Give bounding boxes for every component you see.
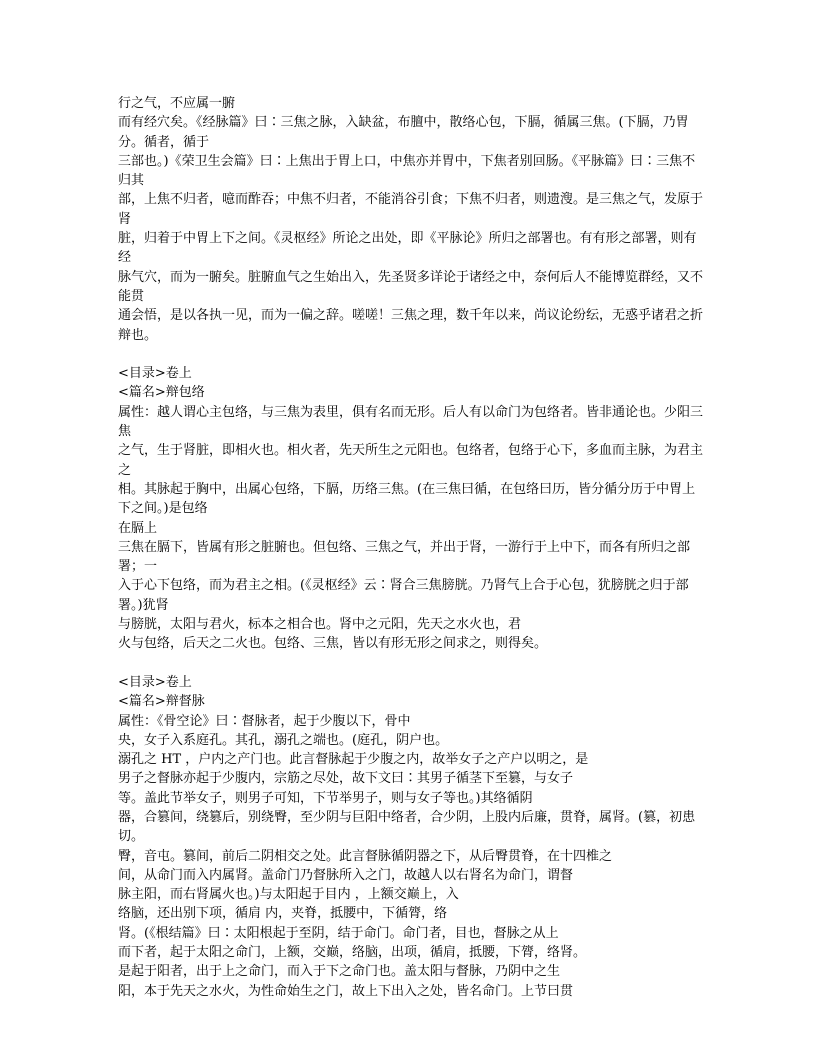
- text-line: 器，合篡间，绕篡后，别绕臀，至少阴与巨阳中络者，合少阴，上股内后廉，贯脊，属肾。(篡，初患切。: [118, 809, 696, 845]
- paragraph-gap: [118, 345, 704, 364]
- text-line: 火与包络，后天之二火也。包络、三焦，皆以有形无形之间求之，则得矣。: [118, 636, 548, 652]
- text-line: 入于心下包络，而为君主之相。(《灵枢经》云∶肾合三焦膀胱。乃肾气上合于心包，犹膀胱之归于部署。)犹肾: [118, 578, 689, 613]
- text-line: 之气，生于肾脏，即相火也。相火者，先天所生之元阳也。包络者，包络于心下，多血而主脉，为君主之: [118, 443, 704, 478]
- text-line: 三部也。)《荣卫生会篇》曰∶上焦出于胃上口，中焦亦并胃中，下焦者别回肠。《平脉篇》曰∶三焦不归其: [118, 153, 696, 189]
- document-page: [118, 94, 704, 1001]
- paragraph-gap: [118, 654, 704, 673]
- text-line: 通会悟，是以各执一见，而为一偏之辞。嗟嗟！三焦之理，数千年以来，尚议论纷纭，无惑乎诸君之折辩也。: [118, 308, 704, 343]
- text-line: <目录>卷上: [118, 674, 192, 690]
- text-line: 三焦在膈下，皆属有形之脏腑也。但包络、三焦之气，并出于肾，一游行于上中下，而各有所归之部署；一: [118, 539, 691, 575]
- text-line: 而有经穴矣。《经脉篇》曰∶三焦之脉，入缺盆，布膻中，散络心包，下膈，循属三焦。(下膈，乃胃分。循者，循于: [118, 115, 689, 150]
- text-line: 央，女子入系庭孔。其孔，溺孔之端也。(庭孔，阴户也。: [118, 732, 449, 748]
- text-line: 男子之督脉亦起于少腹内，宗筋之尽处，故下文曰∶其男子循茎下至篡，与女子: [118, 771, 574, 787]
- text-line: 是起于阳者，出于上之命门，而入于下之命门也。盖太阳与督脉，乃阴中之生: [118, 964, 561, 980]
- text-line: 阳，本于先天之水火，为性命始生之门，故上下出入之处，皆名命门。上节曰贯: [118, 983, 574, 999]
- text-line: <篇名>辩督脉: [118, 694, 205, 710]
- text-line: 行之气，不应属一腑: [118, 96, 236, 111]
- text-line: 间，从命门而入内属肾。盖命门乃督脉所入之门，故越人以右肾名为命门，谓督: [118, 867, 574, 883]
- text-line: 属性：《骨空论》曰∶督脉者，起于少腹以下，骨中: [118, 713, 411, 729]
- text-line: <篇名>辩包络: [118, 385, 205, 401]
- text-line: 肾。(《根结篇》曰∶太阳根起于至阴，结于命门。命门者，目也，督脉之从上: [118, 925, 559, 941]
- text-line: 部，上焦不归者，噫而酢吞；中焦不归者，不能消谷引食；下焦不归者，则遗溲。是三焦之气，发原于肾: [118, 192, 704, 227]
- text-line: 络脑，还出别下项，循肩 内，夹脊，抵腰中，下循膂，络: [118, 906, 448, 922]
- text-line: 脉气穴，而为一腑矣。脏腑血气之生始出入，先圣贤多详论于诸经之中，奈何后人不能博览群经，又不能贯: [118, 269, 704, 304]
- text-line: 溺孔之 HT ，户内之产门也。此言督脉起于少腹之内，故举女子之产户以明之，是: [118, 752, 589, 768]
- text-line: 脏，归着于中胃上下之间。《灵枢经》所论之出处，即《平脉论》所归之部署也。有有形之部署，则有经: [118, 231, 697, 266]
- text-line: 与膀胱，太阳与君火，标本之相合也。肾中之元阳，先天之水火也，君: [118, 617, 522, 633]
- text-line: <目录>卷上: [118, 366, 192, 382]
- text-line: 属性：越人谓心主包络，与三焦为表里，俱有名而无形。后人有以命门为包络者。皆非通论也。少阳三焦: [118, 404, 704, 440]
- text-line: 而下者，起于太阳之命门，上额，交巅，络脑，出项，循肩，抵腰，下膂，络肾。: [118, 945, 587, 961]
- text-line: 在膈上: [118, 520, 158, 536]
- text-line: 臀，音屯。篡间，前后二阴相交之处。此言督脉循阴器之下，从后臀贯脊，在十四椎之: [118, 848, 613, 864]
- text-line: 相。其脉起于胸中，出属心包络，下膈，历络三焦。(在三焦曰循，在包络曰历，皆分循分历于中胃上下之间。)是包络: [118, 481, 696, 517]
- text-line: 等。盖此节举女子，则男子可知，下节举男子，则与女子等也。)其络循阴: [118, 790, 533, 806]
- text-line: 脉主阳，而右肾属火也。)与太阳起于目内 ，上额交巅上，入: [118, 887, 459, 903]
